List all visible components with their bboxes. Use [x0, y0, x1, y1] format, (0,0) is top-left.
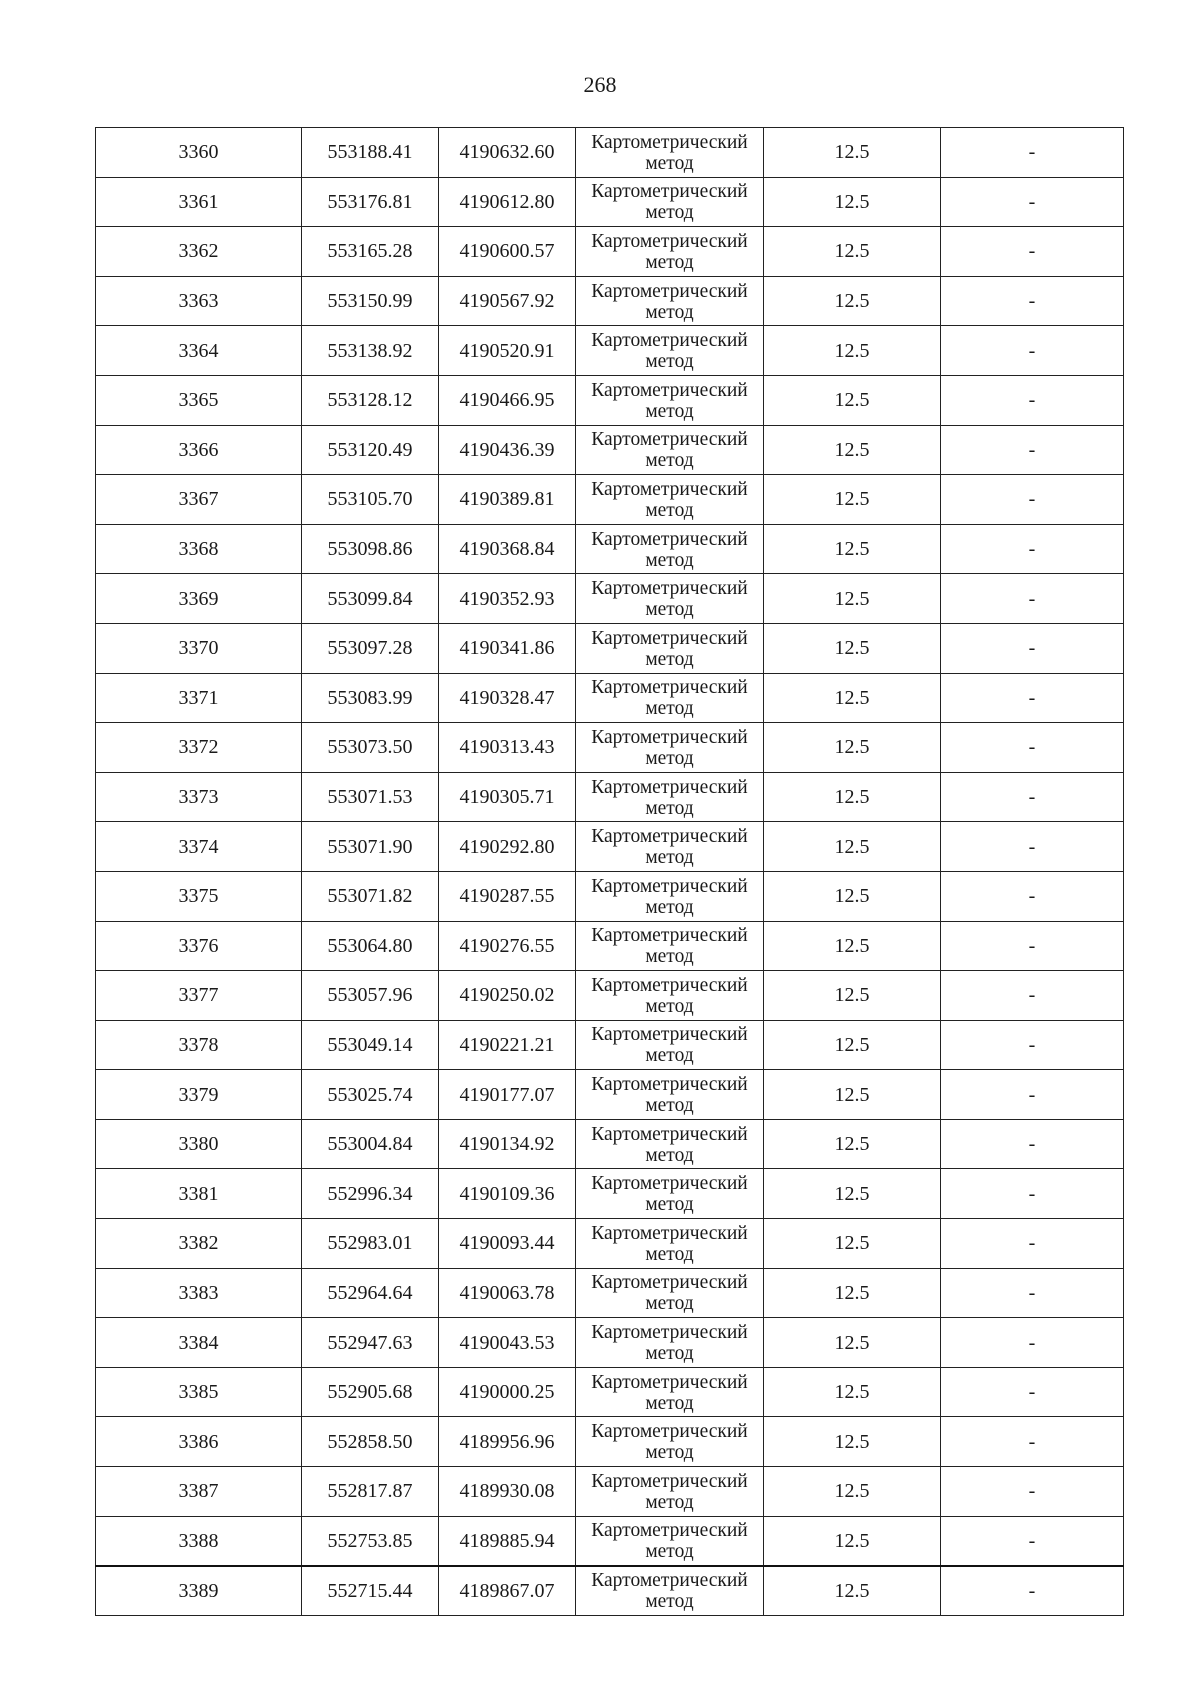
method-cell: [576, 475, 764, 525]
note-cell: -: [941, 1169, 1124, 1219]
method-line-1: Картометрический: [591, 875, 748, 897]
method-line-1: Картометрический: [591, 181, 748, 203]
x-coordinate-cell: 553071.82: [302, 871, 439, 921]
note-cell: -: [941, 177, 1124, 227]
method-line-1: Картометрический: [591, 1570, 748, 1592]
point-number-cell: 3368: [96, 524, 302, 574]
point-number-cell: 3373: [96, 772, 302, 822]
accuracy-cell: 12.5: [764, 723, 941, 773]
accuracy-cell: 12.5: [764, 1119, 941, 1169]
method-cell: [576, 1417, 764, 1467]
method-line-2: метод: [645, 747, 694, 769]
note-cell: -: [941, 921, 1124, 971]
method-line-2: метод: [645, 251, 694, 273]
note-cell: -: [941, 1318, 1124, 1368]
method-line-1: Картометрический: [591, 578, 748, 600]
method-line-1: Картометрический: [591, 1421, 748, 1443]
table-row: [96, 871, 1124, 921]
point-number-cell: 3367: [96, 475, 302, 525]
point-number-cell: 3374: [96, 822, 302, 872]
table-row: [96, 276, 1124, 326]
y-coordinate-cell: 4189956.96: [439, 1417, 576, 1467]
accuracy-cell: 12.5: [764, 574, 941, 624]
method-line-1: Картометрический: [591, 826, 748, 848]
x-coordinate-cell: 553176.81: [302, 177, 439, 227]
point-number-cell: 3384: [96, 1318, 302, 1368]
table-row: [96, 475, 1124, 525]
x-coordinate-cell: 552983.01: [302, 1219, 439, 1269]
note-cell: -: [941, 871, 1124, 921]
table-row: [96, 1119, 1124, 1169]
x-coordinate-cell: 553049.14: [302, 1020, 439, 1070]
method-line-1: Картометрический: [591, 429, 748, 451]
method-cell: [576, 971, 764, 1021]
y-coordinate-cell: 4190341.86: [439, 623, 576, 673]
method-line-2: метод: [645, 1095, 694, 1117]
method-line-1: Картометрический: [591, 1470, 748, 1492]
table-row: [96, 921, 1124, 971]
note-cell: -: [941, 1467, 1124, 1517]
accuracy-cell: 12.5: [764, 177, 941, 227]
method-cell: [576, 326, 764, 376]
accuracy-cell: 12.5: [764, 1516, 941, 1566]
method-cell: [576, 772, 764, 822]
accuracy-cell: 12.5: [764, 425, 941, 475]
note-cell: -: [941, 1367, 1124, 1417]
y-coordinate-cell: 4190305.71: [439, 772, 576, 822]
method-line-2: метод: [645, 599, 694, 621]
y-coordinate-cell: 4190313.43: [439, 723, 576, 773]
note-cell: -: [941, 1119, 1124, 1169]
y-coordinate-cell: 4190389.81: [439, 475, 576, 525]
point-number-cell: 3363: [96, 276, 302, 326]
method-line-1: Картометрический: [591, 627, 748, 649]
point-number-cell: 3378: [96, 1020, 302, 1070]
y-coordinate-cell: 4190177.07: [439, 1070, 576, 1120]
note-cell: -: [941, 475, 1124, 525]
method-line-2: метод: [645, 698, 694, 720]
y-coordinate-cell: 4190287.55: [439, 871, 576, 921]
accuracy-cell: 12.5: [764, 971, 941, 1021]
note-cell: -: [941, 227, 1124, 277]
method-line-2: метод: [645, 1293, 694, 1315]
method-line-2: метод: [645, 400, 694, 422]
method-cell: [576, 723, 764, 773]
note-cell: -: [941, 772, 1124, 822]
y-coordinate-cell: 4190276.55: [439, 921, 576, 971]
point-number-cell: 3385: [96, 1367, 302, 1417]
y-coordinate-cell: 4190466.95: [439, 375, 576, 425]
table-row: [96, 1516, 1124, 1566]
method-cell: [576, 1119, 764, 1169]
page-number: 268: [583, 72, 617, 97]
note-cell: -: [941, 276, 1124, 326]
table-row: [96, 1268, 1124, 1318]
y-coordinate-cell: 4190600.57: [439, 227, 576, 277]
accuracy-cell: 12.5: [764, 375, 941, 425]
table-row: [96, 971, 1124, 1021]
y-coordinate-cell: 4190221.21: [439, 1020, 576, 1070]
note-cell: -: [941, 425, 1124, 475]
accuracy-cell: 12.5: [764, 822, 941, 872]
note-cell: -: [941, 723, 1124, 773]
accuracy-cell: 12.5: [764, 1268, 941, 1318]
method-line-2: метод: [645, 1491, 694, 1513]
point-number-cell: 3386: [96, 1417, 302, 1467]
y-coordinate-cell: 4190250.02: [439, 971, 576, 1021]
note-cell: -: [941, 375, 1124, 425]
accuracy-cell: 12.5: [764, 1020, 941, 1070]
method-line-2: метод: [645, 1541, 694, 1563]
method-line-2: метод: [645, 797, 694, 819]
table-row: [96, 772, 1124, 822]
point-number-cell: 3375: [96, 871, 302, 921]
method-line-1: Картометрический: [591, 1520, 748, 1542]
accuracy-cell: 12.5: [764, 1169, 941, 1219]
point-number-cell: 3360: [96, 128, 302, 178]
accuracy-cell: 12.5: [764, 1070, 941, 1120]
accuracy-cell: 12.5: [764, 623, 941, 673]
coordinates-table-body: [96, 128, 1124, 1616]
note-cell: -: [941, 1219, 1124, 1269]
method-line-2: метод: [645, 1392, 694, 1414]
note-cell: -: [941, 524, 1124, 574]
table-row: [96, 1020, 1124, 1070]
method-line-1: Картометрический: [591, 478, 748, 500]
y-coordinate-cell: 4190612.80: [439, 177, 576, 227]
y-coordinate-cell: 4190063.78: [439, 1268, 576, 1318]
coordinates-table: [95, 127, 1124, 1616]
point-number-cell: 3372: [96, 723, 302, 773]
point-number-cell: 3371: [96, 673, 302, 723]
method-line-1: Картометрический: [591, 1173, 748, 1195]
method-line-2: метод: [645, 946, 694, 968]
table-row: [96, 723, 1124, 773]
note-cell: -: [941, 971, 1124, 1021]
accuracy-cell: 12.5: [764, 524, 941, 574]
x-coordinate-cell: 553073.50: [302, 723, 439, 773]
accuracy-cell: 12.5: [764, 475, 941, 525]
point-number-cell: 3376: [96, 921, 302, 971]
method-line-2: метод: [645, 1591, 694, 1613]
y-coordinate-cell: 4190043.53: [439, 1318, 576, 1368]
method-cell: [576, 1268, 764, 1318]
method-cell: [576, 1070, 764, 1120]
accuracy-cell: 12.5: [764, 772, 941, 822]
method-line-1: Картометрический: [591, 1371, 748, 1393]
table-row: [96, 822, 1124, 872]
method-cell: [576, 1020, 764, 1070]
table-row: [96, 673, 1124, 723]
note-cell: -: [941, 574, 1124, 624]
method-line-2: метод: [645, 995, 694, 1017]
x-coordinate-cell: 552715.44: [302, 1566, 439, 1616]
note-cell: -: [941, 128, 1124, 178]
y-coordinate-cell: 4189885.94: [439, 1516, 576, 1566]
point-number-cell: 3383: [96, 1268, 302, 1318]
note-cell: -: [941, 1268, 1124, 1318]
note-cell: -: [941, 1417, 1124, 1467]
method-cell: [576, 375, 764, 425]
x-coordinate-cell: 553165.28: [302, 227, 439, 277]
method-line-2: метод: [645, 1144, 694, 1166]
method-cell: [576, 574, 764, 624]
method-cell: [576, 524, 764, 574]
accuracy-cell: 12.5: [764, 227, 941, 277]
note-cell: -: [941, 1566, 1124, 1616]
method-line-1: Картометрический: [591, 1322, 748, 1344]
note-cell: -: [941, 1070, 1124, 1120]
x-coordinate-cell: 553098.86: [302, 524, 439, 574]
table-row: [96, 1318, 1124, 1368]
point-number-cell: 3387: [96, 1467, 302, 1517]
method-line-1: Картометрический: [591, 330, 748, 352]
table-row: [96, 1367, 1124, 1417]
y-coordinate-cell: 4190292.80: [439, 822, 576, 872]
table-row: [96, 1169, 1124, 1219]
point-number-cell: 3365: [96, 375, 302, 425]
y-coordinate-cell: 4190000.25: [439, 1367, 576, 1417]
method-line-2: метод: [645, 1194, 694, 1216]
accuracy-cell: 12.5: [764, 921, 941, 971]
x-coordinate-cell: 553004.84: [302, 1119, 439, 1169]
method-cell: [576, 673, 764, 723]
table-row: [96, 623, 1124, 673]
x-coordinate-cell: 553083.99: [302, 673, 439, 723]
point-number-cell: 3370: [96, 623, 302, 673]
method-line-2: метод: [645, 351, 694, 373]
point-number-cell: 3364: [96, 326, 302, 376]
method-line-2: метод: [645, 1045, 694, 1067]
method-line-1: Картометрический: [591, 1272, 748, 1294]
method-line-1: Картометрический: [591, 974, 748, 996]
point-number-cell: 3369: [96, 574, 302, 624]
note-cell: -: [941, 1516, 1124, 1566]
method-cell: [576, 425, 764, 475]
method-cell: [576, 1367, 764, 1417]
accuracy-cell: 12.5: [764, 1417, 941, 1467]
point-number-cell: 3381: [96, 1169, 302, 1219]
x-coordinate-cell: 553025.74: [302, 1070, 439, 1120]
method-line-2: метод: [645, 648, 694, 670]
y-coordinate-cell: 4190134.92: [439, 1119, 576, 1169]
method-line-1: Картометрический: [591, 726, 748, 748]
method-cell: [576, 276, 764, 326]
method-line-1: Картометрический: [591, 230, 748, 252]
y-coordinate-cell: 4190093.44: [439, 1219, 576, 1269]
x-coordinate-cell: 552947.63: [302, 1318, 439, 1368]
method-line-1: Картометрический: [591, 1024, 748, 1046]
note-cell: -: [941, 623, 1124, 673]
method-cell: [576, 1169, 764, 1219]
x-coordinate-cell: 553138.92: [302, 326, 439, 376]
x-coordinate-cell: 553064.80: [302, 921, 439, 971]
method-line-1: Картометрический: [591, 528, 748, 550]
table-row: [96, 1467, 1124, 1517]
table-row: [96, 326, 1124, 376]
table-row: [96, 574, 1124, 624]
method-cell: [576, 227, 764, 277]
note-cell: -: [941, 822, 1124, 872]
x-coordinate-cell: 553071.90: [302, 822, 439, 872]
x-coordinate-cell: 552753.85: [302, 1516, 439, 1566]
x-coordinate-cell: 552996.34: [302, 1169, 439, 1219]
x-coordinate-cell: 552905.68: [302, 1367, 439, 1417]
accuracy-cell: 12.5: [764, 1367, 941, 1417]
method-cell: [576, 1516, 764, 1566]
point-number-cell: 3380: [96, 1119, 302, 1169]
x-coordinate-cell: 553128.12: [302, 375, 439, 425]
accuracy-cell: 12.5: [764, 128, 941, 178]
y-coordinate-cell: 4189867.07: [439, 1566, 576, 1616]
method-cell: [576, 871, 764, 921]
y-coordinate-cell: 4190109.36: [439, 1169, 576, 1219]
y-coordinate-cell: 4190567.92: [439, 276, 576, 326]
method-line-2: метод: [645, 1343, 694, 1365]
accuracy-cell: 12.5: [764, 1467, 941, 1517]
method-line-1: Картометрический: [591, 677, 748, 699]
accuracy-cell: 12.5: [764, 1566, 941, 1616]
x-coordinate-cell: 553097.28: [302, 623, 439, 673]
table-row: [96, 1417, 1124, 1467]
accuracy-cell: 12.5: [764, 673, 941, 723]
table-row: [96, 1566, 1124, 1616]
x-coordinate-cell: 552817.87: [302, 1467, 439, 1517]
point-number-cell: 3382: [96, 1219, 302, 1269]
x-coordinate-cell: 553071.53: [302, 772, 439, 822]
method-line-1: Картометрический: [591, 1222, 748, 1244]
y-coordinate-cell: 4190632.60: [439, 128, 576, 178]
table-row: [96, 1070, 1124, 1120]
method-cell: [576, 1219, 764, 1269]
table-row: [96, 128, 1124, 178]
method-cell: [576, 921, 764, 971]
x-coordinate-cell: 552858.50: [302, 1417, 439, 1467]
table-row: [96, 524, 1124, 574]
method-line-2: метод: [645, 1442, 694, 1464]
point-number-cell: 3361: [96, 177, 302, 227]
method-cell: [576, 822, 764, 872]
y-coordinate-cell: 4190436.39: [439, 425, 576, 475]
method-line-2: метод: [645, 450, 694, 472]
method-line-2: метод: [645, 847, 694, 869]
x-coordinate-cell: 553057.96: [302, 971, 439, 1021]
accuracy-cell: 12.5: [764, 1219, 941, 1269]
point-number-cell: 3389: [96, 1566, 302, 1616]
point-number-cell: 3366: [96, 425, 302, 475]
point-number-cell: 3362: [96, 227, 302, 277]
method-line-1: Картометрический: [591, 1123, 748, 1145]
x-coordinate-cell: 553120.49: [302, 425, 439, 475]
method-line-2: метод: [645, 152, 694, 174]
method-line-1: Картометрический: [591, 776, 748, 798]
point-number-cell: 3388: [96, 1516, 302, 1566]
method-line-2: метод: [645, 301, 694, 323]
accuracy-cell: 12.5: [764, 276, 941, 326]
method-line-2: метод: [645, 499, 694, 521]
x-coordinate-cell: 553105.70: [302, 475, 439, 525]
method-line-1: Картометрический: [591, 1074, 748, 1096]
table-row: [96, 375, 1124, 425]
y-coordinate-cell: 4190520.91: [439, 326, 576, 376]
method-cell: [576, 1566, 764, 1616]
point-number-cell: 3377: [96, 971, 302, 1021]
method-cell: [576, 1467, 764, 1517]
note-cell: -: [941, 326, 1124, 376]
method-line-1: Картометрический: [591, 280, 748, 302]
note-cell: -: [941, 673, 1124, 723]
x-coordinate-cell: 553099.84: [302, 574, 439, 624]
method-line-1: Картометрический: [591, 131, 748, 153]
y-coordinate-cell: 4190368.84: [439, 524, 576, 574]
x-coordinate-cell: 553150.99: [302, 276, 439, 326]
accuracy-cell: 12.5: [764, 1318, 941, 1368]
method-line-1: Картометрический: [591, 379, 748, 401]
table-row: [96, 177, 1124, 227]
method-cell: [576, 177, 764, 227]
x-coordinate-cell: 552964.64: [302, 1268, 439, 1318]
table-row: [96, 1219, 1124, 1269]
method-line-2: метод: [645, 1243, 694, 1265]
y-coordinate-cell: 4190352.93: [439, 574, 576, 624]
method-line-2: метод: [645, 896, 694, 918]
point-number-cell: 3379: [96, 1070, 302, 1120]
method-cell: [576, 623, 764, 673]
accuracy-cell: 12.5: [764, 871, 941, 921]
accuracy-cell: 12.5: [764, 326, 941, 376]
table-row: [96, 227, 1124, 277]
method-cell: [576, 128, 764, 178]
method-cell: [576, 1318, 764, 1368]
method-line-1: Картометрический: [591, 925, 748, 947]
method-line-2: метод: [645, 549, 694, 571]
note-cell: -: [941, 1020, 1124, 1070]
y-coordinate-cell: 4189930.08: [439, 1467, 576, 1517]
table-row: [96, 425, 1124, 475]
method-line-2: метод: [645, 202, 694, 224]
y-coordinate-cell: 4190328.47: [439, 673, 576, 723]
x-coordinate-cell: 553188.41: [302, 128, 439, 178]
